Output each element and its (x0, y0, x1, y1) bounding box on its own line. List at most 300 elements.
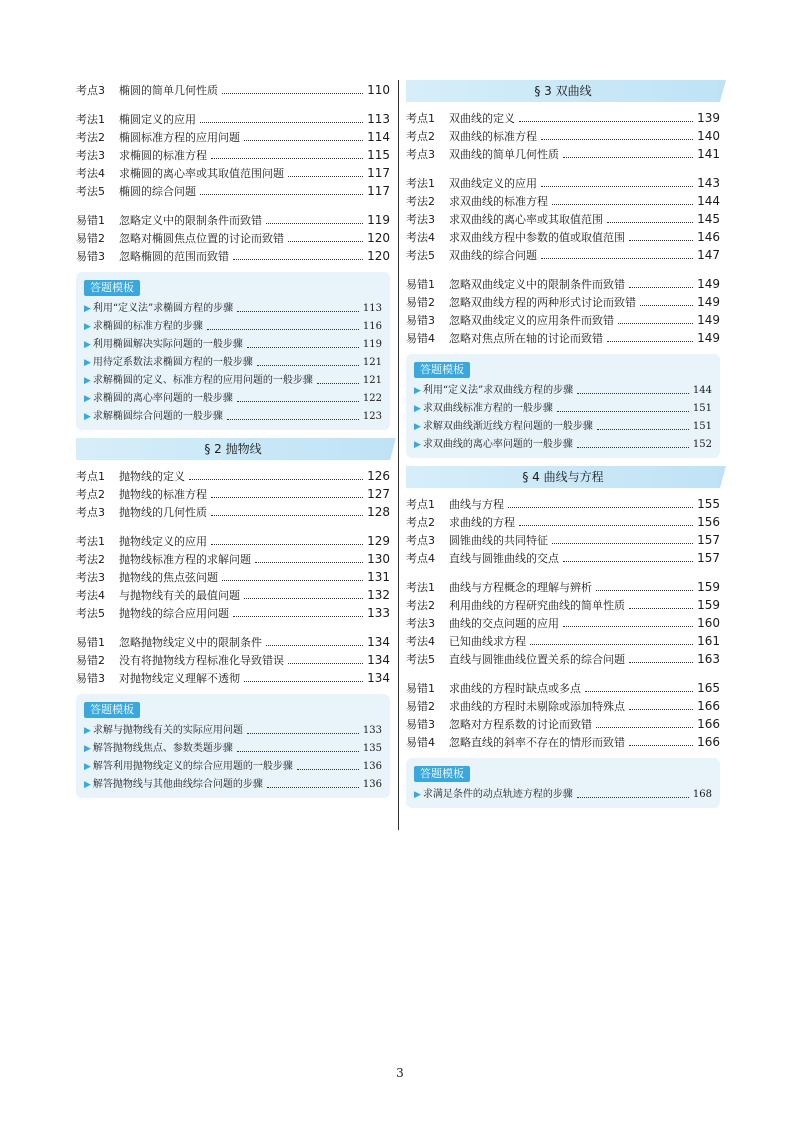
dot-leader (317, 383, 359, 384)
entry-key: 考法3 (76, 571, 105, 584)
entry-key: 考点3 (406, 534, 435, 547)
dot-leader (288, 241, 363, 242)
template-item-text: 解答抛物线焦点、参数类题步骤 (92, 743, 233, 754)
entry-key: 考法4 (406, 231, 435, 244)
ellipse-methods (76, 109, 390, 199)
dot-leader (557, 411, 689, 412)
template-item-page: 136 (362, 779, 382, 790)
template-item[interactable] (414, 434, 712, 452)
entry-page: 134 (367, 635, 390, 649)
toc-entry[interactable] (76, 109, 390, 127)
entry-page: 149 (697, 277, 720, 291)
entry-key: 考法3 (406, 213, 435, 226)
template-item[interactable] (84, 370, 382, 388)
entry-key: 考法1 (406, 177, 435, 190)
toc-entry[interactable] (406, 530, 720, 548)
dot-leader (640, 305, 693, 306)
dot-leader (530, 644, 693, 645)
toc-entry[interactable] (406, 328, 720, 346)
template-item-page: 135 (362, 743, 382, 754)
dot-leader (266, 223, 363, 224)
triangle-bullet-icon: ▶ (84, 340, 91, 350)
dot-leader (629, 745, 693, 746)
entry-page: 149 (697, 313, 720, 327)
template-item-text: 求双曲线标准方程的一般步骤 (422, 403, 553, 414)
template-item[interactable] (84, 738, 382, 756)
ellipse-errors (76, 210, 390, 264)
template-item-text: 求满足条件的动点轨迹方程的步骤 (422, 789, 573, 800)
entry-title: 忽略双曲线定义的应用条件而致错 (449, 314, 614, 327)
entry-key: 考点3 (406, 148, 435, 161)
template-item-page: 119 (362, 339, 382, 350)
answer-template-box (76, 272, 390, 430)
entry-title: 求椭圆的离心率或其取值范围问题 (119, 167, 284, 180)
triangle-bullet-icon: ▶ (84, 322, 91, 332)
entry-page: 160 (697, 616, 720, 630)
toc-entry[interactable] (406, 173, 720, 191)
entry-title: 曲线与方程 (449, 498, 504, 511)
entry-title: 圆锥曲线的共同特征 (449, 534, 548, 547)
section-header-parabola[interactable]: § 2 抛物线 (76, 438, 390, 460)
entry-key: 易错3 (406, 314, 435, 327)
toc-entry[interactable] (76, 80, 390, 98)
entry-title: 求椭圆的标准方程 (119, 149, 207, 162)
entry-key: 易错2 (76, 232, 105, 245)
toc-entry[interactable] (406, 209, 720, 227)
entry-title: 抛物线的综合应用问题 (119, 607, 229, 620)
entry-title: 直线与圆锥曲线位置关系的综合问题 (449, 653, 625, 666)
parabola-topics (76, 466, 390, 520)
dot-leader (211, 515, 363, 516)
entry-key: 考法1 (406, 581, 435, 594)
entry-title: 利用曲线的方程研究曲线的简单性质 (449, 599, 625, 612)
entry-title: 抛物线的焦点弦问题 (119, 571, 218, 584)
entry-page: 139 (697, 111, 720, 125)
toc-entry[interactable] (76, 210, 390, 228)
entry-title: 忽略定义中的限制条件而致错 (119, 214, 262, 227)
triangle-bullet-icon: ▶ (84, 304, 91, 314)
entry-title: 双曲线的标准方程 (449, 130, 537, 143)
entry-title: 忽略双曲线定义中的限制条件而致错 (449, 278, 625, 291)
answer-template-label: 答题模板 (84, 702, 140, 718)
entry-page: 133 (367, 606, 390, 620)
answer-template-box (406, 758, 720, 808)
toc-entry[interactable] (406, 126, 720, 144)
template-item[interactable] (84, 316, 382, 334)
entry-key: 易错2 (406, 296, 435, 309)
entry-title: 求双曲线的离心率或其取值范围 (449, 213, 603, 226)
toc-entry[interactable] (406, 108, 720, 126)
dot-leader (222, 580, 363, 581)
template-item-text: 解答抛物线与其他曲线综合问题的步骤 (92, 779, 263, 790)
template-item-page: 144 (692, 385, 712, 396)
spacer (406, 162, 720, 173)
dot-leader (629, 287, 693, 288)
dot-leader (541, 186, 693, 187)
dot-leader (577, 393, 689, 394)
toc-entry[interactable] (76, 549, 390, 567)
toc-entry[interactable] (406, 714, 720, 732)
dot-leader (577, 447, 689, 448)
template-item[interactable] (414, 380, 712, 398)
dot-leader (233, 259, 363, 260)
toc-entry[interactable] (406, 732, 720, 750)
entry-page: 159 (697, 580, 720, 594)
dot-leader (288, 663, 363, 664)
toc-entry[interactable] (406, 678, 720, 696)
toc-entry[interactable] (76, 246, 390, 264)
section-header-hyperbola[interactable]: § 3 双曲线 (406, 80, 720, 102)
toc-entry[interactable] (76, 603, 390, 621)
entry-title: 与抛物线有关的最值问题 (119, 589, 240, 602)
toc-entry[interactable] (406, 631, 720, 649)
dot-leader (297, 769, 359, 770)
spacer (406, 667, 720, 678)
entry-key: 考法5 (406, 653, 435, 666)
template-item[interactable] (84, 774, 382, 792)
template-item[interactable] (84, 756, 382, 774)
entry-page: 159 (697, 598, 720, 612)
toc-entry[interactable] (406, 494, 720, 512)
toc-entry[interactable] (76, 127, 390, 145)
entry-title: 抛物线的定义 (119, 470, 185, 483)
left-column (76, 80, 390, 806)
toc-entry[interactable] (406, 292, 720, 310)
entry-page: 119 (367, 213, 390, 227)
toc-entry[interactable] (406, 613, 720, 631)
template-item[interactable] (84, 720, 382, 738)
entry-key: 考法5 (406, 249, 435, 262)
entry-page: 166 (697, 735, 720, 749)
dot-leader (519, 121, 693, 122)
toc-entry[interactable] (406, 548, 720, 566)
entry-page: 156 (697, 515, 720, 529)
entry-page: 120 (367, 249, 390, 263)
entry-page: 117 (367, 166, 390, 180)
entry-page: 130 (367, 552, 390, 566)
toc-entry[interactable] (76, 632, 390, 650)
entry-key: 易错3 (406, 718, 435, 731)
hyperbola-methods (406, 173, 720, 263)
toc-entry[interactable] (76, 145, 390, 163)
template-item-page: 121 (362, 375, 382, 386)
entry-title: 抛物线定义的应用 (119, 535, 207, 548)
entry-page: 146 (697, 230, 720, 244)
dot-leader (244, 681, 363, 682)
parabola-errors (76, 632, 390, 686)
template-item-text: 利用椭圆解决实际问题的一般步骤 (92, 339, 243, 350)
template-item-text: 解答利用抛物线定义的综合应用题的一般步骤 (92, 761, 293, 772)
template-item[interactable] (84, 388, 382, 406)
template-item-page: 152 (692, 439, 712, 450)
toc-entry[interactable] (406, 245, 720, 263)
entry-key: 易错2 (76, 654, 105, 667)
dot-leader (211, 158, 363, 159)
entry-title: 忽略双曲线方程的两种形式讨论而致错 (449, 296, 636, 309)
triangle-bullet-icon: ▶ (84, 412, 91, 422)
entry-title: 双曲线定义的应用 (449, 177, 537, 190)
dot-leader (244, 598, 363, 599)
template-item-page: 121 (362, 357, 382, 368)
entry-page: 165 (697, 681, 720, 695)
template-item-text: 利用“定义法”求椭圆方程的步骤 (92, 303, 234, 314)
entry-page: 126 (367, 469, 390, 483)
toc-entry[interactable] (76, 181, 390, 199)
entry-title: 椭圆标准方程的应用问题 (119, 131, 240, 144)
toc-entry[interactable] (406, 512, 720, 530)
spacer (76, 621, 390, 632)
template-item-text: 利用“定义法”求双曲线方程的步骤 (422, 385, 574, 396)
entry-page: 113 (367, 112, 390, 126)
toc-entry[interactable] (76, 502, 390, 520)
entry-title: 忽略直线的斜率不存在的情形而致错 (449, 736, 625, 749)
entry-page: 131 (367, 570, 390, 584)
entry-key: 易错2 (406, 700, 435, 713)
template-item[interactable] (414, 784, 712, 802)
entry-page: 127 (367, 487, 390, 501)
entry-key: 考法2 (406, 195, 435, 208)
dot-leader (247, 347, 359, 348)
page-number: 3 (396, 1066, 404, 1080)
dot-leader (211, 544, 363, 545)
template-item[interactable] (414, 416, 712, 434)
entry-title: 双曲线的综合问题 (449, 249, 537, 262)
toc-entry[interactable] (406, 696, 720, 714)
dot-leader (519, 525, 693, 526)
answer-template-label: 答题模板 (414, 766, 470, 782)
toc-entry[interactable] (76, 668, 390, 686)
entry-page: 157 (697, 551, 720, 565)
dot-leader (200, 122, 363, 123)
curves-topics (406, 494, 720, 566)
entry-title: 求双曲线方程中参数的值或取值范围 (449, 231, 625, 244)
spacer (76, 98, 390, 109)
entry-title: 求曲线的方程时未剔除或添加特殊点 (449, 700, 625, 713)
template-item-page: 168 (692, 789, 712, 800)
template-item-page: 116 (362, 321, 382, 332)
entry-key: 易错3 (76, 250, 105, 263)
dot-leader (563, 626, 693, 627)
entry-key: 考法5 (76, 607, 105, 620)
entry-key: 考法5 (76, 185, 105, 198)
entry-title: 双曲线的定义 (449, 112, 515, 125)
toc-entry[interactable] (76, 567, 390, 585)
toc-entry[interactable] (406, 227, 720, 245)
entry-page: 155 (697, 497, 720, 511)
toc-entry[interactable] (406, 595, 720, 613)
spacer (76, 199, 390, 210)
template-item-page: 151 (692, 403, 712, 414)
template-item[interactable] (84, 334, 382, 352)
entry-page: 143 (697, 176, 720, 190)
entry-title: 抛物线标准方程的求解问题 (119, 553, 251, 566)
entry-title: 没有将抛物线方程标准化导致错误 (119, 654, 284, 667)
answer-template-label: 答题模板 (414, 362, 470, 378)
dot-leader (596, 727, 693, 728)
dot-leader (266, 645, 363, 646)
dot-leader (552, 204, 693, 205)
toc-entry[interactable] (76, 466, 390, 484)
entry-title: 曲线的交点问题的应用 (449, 617, 559, 630)
entry-title: 对抛物线定义理解不透彻 (119, 672, 240, 685)
entry-key: 考点1 (76, 470, 105, 483)
entry-title: 求曲线的方程时缺点或多点 (449, 682, 581, 695)
entry-title: 求曲线的方程 (449, 516, 515, 529)
template-item[interactable] (414, 398, 712, 416)
dot-leader (237, 401, 359, 402)
dot-leader (233, 616, 363, 617)
entry-page: 144 (697, 194, 720, 208)
entry-key: 易错4 (406, 332, 435, 345)
entry-key: 考法2 (76, 131, 105, 144)
entry-key: 考法2 (406, 599, 435, 612)
parabola-methods (76, 531, 390, 621)
triangle-bullet-icon: ▶ (84, 780, 91, 790)
template-item-page: 122 (362, 393, 382, 404)
entry-key: 考点1 (406, 498, 435, 511)
template-item-text: 求椭圆的标准方程的步骤 (92, 321, 203, 332)
toc-entry[interactable] (76, 650, 390, 668)
ellipse-topics (76, 80, 390, 98)
triangle-bullet-icon: ▶ (414, 790, 421, 800)
toc-entry[interactable] (406, 274, 720, 292)
entry-title: 椭圆的简单几何性质 (119, 84, 218, 97)
template-item-text: 用待定系数法求椭圆方程的一般步骤 (92, 357, 253, 368)
entry-title: 抛物线的标准方程 (119, 488, 207, 501)
dot-leader (629, 662, 693, 663)
spacer (76, 520, 390, 531)
triangle-bullet-icon: ▶ (84, 376, 91, 386)
entry-page: 134 (367, 653, 390, 667)
entry-key: 考点2 (406, 516, 435, 529)
entry-key: 考点2 (406, 130, 435, 143)
entry-title: 求双曲线的标准方程 (449, 195, 548, 208)
dot-leader (629, 709, 693, 710)
toc-entry[interactable] (406, 577, 720, 595)
dot-leader (597, 429, 689, 430)
entry-page: 147 (697, 248, 720, 262)
dot-leader (211, 497, 363, 498)
toc-entry[interactable] (406, 144, 720, 162)
triangle-bullet-icon: ▶ (414, 386, 421, 396)
entry-key: 考点2 (76, 488, 105, 501)
entry-page: 141 (697, 147, 720, 161)
entry-page: 163 (697, 652, 720, 666)
dot-leader (629, 240, 693, 241)
template-item[interactable] (84, 352, 382, 370)
entry-title: 曲线与方程概念的理解与辨析 (449, 581, 592, 594)
toc-entry[interactable] (76, 163, 390, 181)
dot-leader (237, 311, 359, 312)
entry-key: 考法3 (406, 617, 435, 630)
entry-key: 考点3 (76, 84, 105, 97)
template-item-text: 求解椭圆的定义、标准方程的应用问题的一般步骤 (92, 375, 313, 386)
curves-errors (406, 678, 720, 750)
entry-page: 128 (367, 505, 390, 519)
entry-title: 忽略对方程系数的讨论而致错 (449, 718, 592, 731)
entry-page: 166 (697, 699, 720, 713)
entry-key: 易错1 (406, 278, 435, 291)
answer-template-box (406, 354, 720, 458)
entry-page: 114 (367, 130, 390, 144)
dot-leader (237, 751, 359, 752)
answer-template-box (76, 694, 390, 798)
triangle-bullet-icon: ▶ (414, 422, 421, 432)
hyperbola-errors (406, 274, 720, 346)
entry-title: 抛物线的几何性质 (119, 506, 207, 519)
entry-key: 考点1 (406, 112, 435, 125)
dot-leader (267, 787, 359, 788)
dot-leader (585, 691, 693, 692)
entry-key: 考法2 (76, 553, 105, 566)
entry-page: 145 (697, 212, 720, 226)
dot-leader (607, 341, 693, 342)
template-item[interactable] (84, 406, 382, 424)
triangle-bullet-icon: ▶ (414, 440, 421, 450)
hyperbola-topics (406, 108, 720, 162)
toc-entry[interactable] (406, 310, 720, 328)
column-divider (398, 80, 399, 830)
triangle-bullet-icon: ▶ (84, 744, 91, 754)
triangle-bullet-icon: ▶ (84, 358, 91, 368)
entry-page: 149 (697, 331, 720, 345)
dot-leader (541, 258, 693, 259)
entry-key: 易错4 (406, 736, 435, 749)
dot-leader (244, 140, 363, 141)
template-item-page: 133 (362, 725, 382, 736)
entry-key: 考法4 (76, 167, 105, 180)
dot-leader (596, 590, 693, 591)
toc-entry[interactable] (76, 228, 390, 246)
entry-key: 考点3 (76, 506, 105, 519)
entry-page: 161 (697, 634, 720, 648)
section-header-curves[interactable]: § 4 曲线与方程 (406, 466, 720, 488)
dot-leader (541, 139, 693, 140)
triangle-bullet-icon: ▶ (84, 394, 91, 404)
dot-leader (189, 479, 363, 480)
toc-entry[interactable] (76, 585, 390, 603)
dot-leader (227, 419, 359, 420)
entry-page: 129 (367, 534, 390, 548)
triangle-bullet-icon: ▶ (84, 762, 91, 772)
entry-key: 考法4 (76, 589, 105, 602)
dot-leader (618, 323, 693, 324)
spacer (406, 263, 720, 274)
entry-title: 直线与圆锥曲线的交点 (449, 552, 559, 565)
template-item-page: 151 (692, 421, 712, 432)
right-column (406, 80, 720, 816)
template-item-text: 求解双曲线渐近线方程问题的一般步骤 (422, 421, 593, 432)
template-item-page: 113 (362, 303, 382, 314)
toc-entry[interactable] (406, 191, 720, 209)
answer-template-label: 答题模板 (84, 280, 140, 296)
entry-page: 157 (697, 533, 720, 547)
entry-title: 双曲线的简单几何性质 (449, 148, 559, 161)
entry-title: 忽略对椭圆焦点位置的讨论而致错 (119, 232, 284, 245)
entry-title: 忽略抛物线定义中的限制条件 (119, 636, 262, 649)
toc-entry[interactable] (76, 484, 390, 502)
toc-entry[interactable] (406, 649, 720, 667)
dot-leader (247, 733, 359, 734)
dot-leader (207, 329, 359, 330)
dot-leader (563, 561, 693, 562)
toc-entry[interactable] (76, 531, 390, 549)
template-item[interactable] (84, 298, 382, 316)
dot-leader (577, 797, 689, 798)
entry-key: 考法3 (76, 149, 105, 162)
entry-title: 已知曲线求方程 (449, 635, 526, 648)
dot-leader (200, 194, 363, 195)
